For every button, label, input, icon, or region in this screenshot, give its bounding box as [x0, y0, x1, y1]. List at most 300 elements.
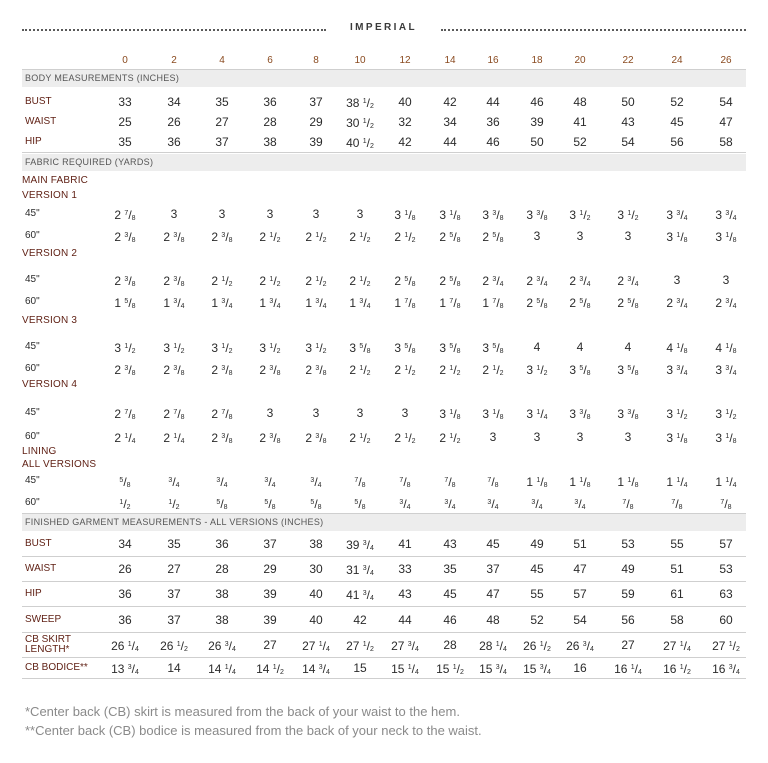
- table-cell: 33: [398, 562, 412, 576]
- table-cell: 3 $^1/_2$: [211, 341, 233, 355]
- table-cell: 2: [171, 55, 177, 66]
- table-cell: 43: [443, 537, 457, 551]
- table-cell: 34: [443, 115, 457, 129]
- table-cell: 3 $^3/_8$: [526, 208, 548, 222]
- band-finished-measurements: [22, 514, 746, 531]
- table-cell: 3: [489, 430, 497, 444]
- section-lining: LINING: [22, 446, 57, 457]
- table-cell: 16: [487, 55, 499, 66]
- table-cell: 4 $^1/_8$: [715, 341, 737, 355]
- table-cell: 36: [118, 613, 132, 627]
- fabric-row: [0, 360, 768, 378]
- table-cell: $^5/_8$: [310, 497, 322, 511]
- table-cell: 2 $^3/_4$: [482, 274, 504, 288]
- table-cell: $^7/_8$: [487, 475, 499, 489]
- table-cell: 2 $^1/_4$: [114, 431, 136, 445]
- row-divider: [22, 556, 746, 557]
- finished-row: [0, 535, 768, 553]
- section-version-2: VERSION 2: [22, 248, 78, 259]
- table-cell: 52: [530, 613, 544, 627]
- table-cell: 36: [486, 115, 500, 129]
- finished-row: [0, 585, 768, 603]
- table-cell: 20: [574, 55, 586, 66]
- table-cell: 2 $^3/_4$: [715, 296, 737, 310]
- table-cell: 26 $^1/_4$: [111, 639, 139, 653]
- table-cell: 14 $^1/_2$: [256, 662, 284, 676]
- table-cell: $^5/_8$: [264, 497, 276, 511]
- row-label: 45": [25, 274, 40, 285]
- fabric-row: [0, 494, 768, 512]
- fabric-row: [0, 404, 768, 422]
- body-row: [0, 113, 768, 131]
- table-cell: 3 $^1/_8$: [439, 208, 461, 222]
- row-label: 60": [25, 363, 40, 374]
- table-cell: 53: [719, 562, 733, 576]
- row-label: 60": [25, 497, 40, 508]
- table-cell: 47: [573, 562, 587, 576]
- table-cell: 37: [309, 95, 323, 109]
- table-cell: 3 $^1/_2$: [163, 341, 185, 355]
- row-label: SWEEP: [25, 614, 62, 625]
- table-cell: 3 $^1/_2$: [526, 363, 548, 377]
- table-cell: 26: [118, 562, 132, 576]
- table-cell: 15 $^3/_4$: [523, 662, 551, 676]
- table-cell: 2 $^1/_2$: [349, 363, 371, 377]
- table-cell: 47: [719, 115, 733, 129]
- row-label: HIP: [25, 136, 42, 147]
- finished-row: [0, 611, 768, 629]
- table-cell: 41: [398, 537, 412, 551]
- table-cell: 27 $^1/_2$: [346, 639, 374, 653]
- table-cell: 37: [263, 537, 277, 551]
- page-title: IMPERIAL: [350, 22, 417, 33]
- table-cell: $^7/_8$: [671, 497, 683, 511]
- table-cell: 48: [573, 95, 587, 109]
- table-cell: 24: [671, 55, 683, 66]
- footnote-cb-bodice: **Center back (CB) bodice is measured from the back of your neck to the waist.: [25, 723, 482, 738]
- table-cell: $^3/_4$: [444, 497, 456, 511]
- table-cell: 37: [486, 562, 500, 576]
- table-cell: 3 $^3/_4$: [666, 208, 688, 222]
- table-cell: 1 $^1/_8$: [617, 475, 639, 489]
- table-cell: 2 $^3/_8$: [163, 230, 185, 244]
- table-cell: 2 $^3/_4$: [617, 274, 639, 288]
- table-cell: 16: [573, 661, 587, 675]
- table-cell: 45: [670, 115, 684, 129]
- table-cell: 15 $^3/_4$: [479, 662, 507, 676]
- table-cell: 27 $^1/_2$: [712, 639, 740, 653]
- row-label: BUST: [25, 538, 52, 549]
- table-cell: 27: [215, 115, 229, 129]
- table-cell: 59: [621, 587, 635, 601]
- table-cell: 58: [670, 613, 684, 627]
- row-label: BUST: [25, 96, 52, 107]
- table-cell: 49: [621, 562, 635, 576]
- table-cell: 2 $^3/_4$: [666, 296, 688, 310]
- table-cell: 3 $^5/_8$: [394, 341, 416, 355]
- table-cell: 3 $^5/_8$: [617, 363, 639, 377]
- table-cell: $^7/_8$: [444, 475, 456, 489]
- table-cell: 61: [670, 587, 684, 601]
- table-cell: 29: [263, 562, 277, 576]
- section-all-versions: ALL VERSIONS: [22, 459, 97, 470]
- table-cell: 38: [263, 135, 277, 149]
- table-cell: 2 $^1/_2$: [259, 230, 281, 244]
- table-cell: 3 $^1/_2$: [114, 341, 136, 355]
- table-cell: 43: [398, 587, 412, 601]
- table-cell: 3: [624, 229, 632, 243]
- table-cell: 25: [118, 115, 132, 129]
- table-cell: 4: [576, 340, 584, 354]
- table-cell: 42: [398, 135, 412, 149]
- footnote-cb-skirt: *Center back (CB) skirt is measured from the back of your waist to the hem.: [25, 704, 460, 719]
- table-cell: 1 $^3/_4$: [163, 296, 185, 310]
- row-label: WAIST: [25, 563, 57, 574]
- band-label: FINISHED GARMENT MEASUREMENTS - ALL VERSIONS (INCHES): [25, 517, 324, 527]
- table-cell: 27 $^1/_4$: [302, 639, 330, 653]
- table-cell: 53: [621, 537, 635, 551]
- table-cell: 42: [443, 95, 457, 109]
- fabric-row: [0, 205, 768, 223]
- table-cell: 3: [533, 430, 541, 444]
- body-row: [0, 133, 768, 151]
- table-cell: 35: [167, 537, 181, 551]
- table-cell: 55: [670, 537, 684, 551]
- table-cell: $^5/_8$: [354, 497, 366, 511]
- table-cell: 56: [621, 613, 635, 627]
- table-cell: 28: [443, 638, 457, 652]
- row-label: 60": [25, 230, 40, 241]
- table-cell: 46: [486, 135, 500, 149]
- table-cell: 3: [624, 430, 632, 444]
- table-cell: 36: [118, 587, 132, 601]
- table-cell: 54: [621, 135, 635, 149]
- table-cell: 60: [719, 613, 733, 627]
- table-cell: 26: [167, 115, 181, 129]
- table-cell: 3: [576, 430, 584, 444]
- table-cell: 63: [719, 587, 733, 601]
- table-cell: 42: [353, 613, 367, 627]
- table-cell: 36: [215, 537, 229, 551]
- section-version-3: VERSION 3: [22, 315, 78, 326]
- row-label: WAIST: [25, 116, 57, 127]
- table-cell: 3 $^3/_4$: [715, 208, 737, 222]
- row-label: 60": [25, 296, 40, 307]
- table-cell: 40: [309, 613, 323, 627]
- table-cell: 32: [398, 115, 412, 129]
- table-cell: 3: [356, 207, 364, 221]
- table-cell: 3 $^1/_2$: [569, 208, 591, 222]
- table-cell: 2 $^1/_2$: [305, 230, 327, 244]
- table-cell: 4: [219, 55, 225, 66]
- table-cell: 2 $^7/_8$: [114, 208, 136, 222]
- table-cell: 3: [533, 229, 541, 243]
- row-label: 45": [25, 407, 40, 418]
- table-cell: 1 $^1/_8$: [569, 475, 591, 489]
- table-cell: 27: [263, 638, 277, 652]
- table-cell: 3: [312, 406, 320, 420]
- table-cell: 52: [573, 135, 587, 149]
- table-cell: 45: [530, 562, 544, 576]
- band-label: BODY MEASUREMENTS (INCHES): [25, 73, 180, 83]
- table-cell: 2 $^1/_2$: [482, 363, 504, 377]
- finished-row: [0, 659, 768, 677]
- table-cell: 3 $^1/_8$: [666, 230, 688, 244]
- table-cell: 26 $^1/_2$: [523, 639, 551, 653]
- row-divider: [22, 657, 746, 658]
- table-cell: 45: [486, 537, 500, 551]
- table-cell: 2 $^5/_8$: [394, 274, 416, 288]
- table-cell: 10: [354, 55, 366, 66]
- table-cell: 1 $^1/_4$: [715, 475, 737, 489]
- table-cell: 3 $^5/_8$: [569, 363, 591, 377]
- table-cell: $^7/_8$: [720, 497, 732, 511]
- table-cell: 35: [215, 95, 229, 109]
- table-cell: 39: [263, 613, 277, 627]
- table-cell: 2 $^1/_2$: [394, 363, 416, 377]
- table-cell: 27: [167, 562, 181, 576]
- table-cell: 2 $^7/_8$: [163, 407, 185, 421]
- table-cell: 51: [573, 537, 587, 551]
- table-cell: 3 $^1/_8$: [394, 208, 416, 222]
- table-cell: 38: [215, 587, 229, 601]
- table-cell: 46: [530, 95, 544, 109]
- table-cell: 51: [670, 562, 684, 576]
- table-cell: 4: [533, 340, 541, 354]
- table-cell: 3 $^1/_8$: [715, 431, 737, 445]
- table-cell: 3 $^3/_8$: [569, 407, 591, 421]
- table-cell: 44: [486, 95, 500, 109]
- table-cell: $^3/_4$: [310, 475, 322, 489]
- table-cell: 28: [263, 115, 277, 129]
- row-label: 60": [25, 431, 40, 442]
- table-cell: 3: [218, 207, 226, 221]
- table-cell: 3 $^1/_8$: [482, 407, 504, 421]
- row-divider: [22, 606, 746, 607]
- table-cell: 2 $^7/_8$: [211, 407, 233, 421]
- fabric-row: [0, 338, 768, 356]
- table-cell: 0: [122, 55, 128, 66]
- table-cell: 1 $^3/_4$: [259, 296, 281, 310]
- table-cell: 1 $^1/_4$: [666, 475, 688, 489]
- table-cell: 2 $^5/_8$: [482, 230, 504, 244]
- table-cell: $^1/_2$: [119, 497, 131, 511]
- table-cell: 57: [719, 537, 733, 551]
- table-cell: 43: [621, 115, 635, 129]
- table-cell: 2 $^1/_4$: [163, 431, 185, 445]
- table-cell: 12: [399, 55, 411, 66]
- table-cell: 26 $^3/_4$: [566, 639, 594, 653]
- table-cell: 50: [621, 95, 635, 109]
- table-cell: 48: [486, 613, 500, 627]
- row-divider: [22, 152, 746, 153]
- table-cell: 27 $^1/_4$: [663, 639, 691, 653]
- table-cell: 2 $^1/_2$: [349, 431, 371, 445]
- fabric-row: [0, 428, 768, 446]
- table-cell: 16 $^3/_4$: [712, 662, 740, 676]
- table-cell: 4 $^1/_8$: [666, 341, 688, 355]
- table-cell: 14 $^3/_4$: [302, 662, 330, 676]
- table-cell: $^3/_4$: [531, 497, 543, 511]
- table-cell: 3 $^3/_8$: [617, 407, 639, 421]
- table-cell: 3 $^3/_4$: [715, 363, 737, 377]
- table-cell: 3 $^5/_8$: [349, 341, 371, 355]
- section-version-1: VERSION 1: [22, 190, 78, 201]
- table-cell: $^5/_8$: [119, 475, 131, 489]
- table-cell: $^3/_4$: [399, 497, 411, 511]
- table-cell: 46: [443, 613, 457, 627]
- table-cell: $^3/_4$: [216, 475, 228, 489]
- table-cell: 2 $^3/_4$: [569, 274, 591, 288]
- table-cell: 27 $^3/_4$: [391, 639, 419, 653]
- table-cell: 40: [398, 95, 412, 109]
- table-cell: 34: [167, 95, 181, 109]
- table-cell: 2 $^3/_8$: [163, 363, 185, 377]
- table-cell: 26 $^1/_2$: [160, 639, 188, 653]
- table-cell: 50: [530, 135, 544, 149]
- table-cell: 54: [573, 613, 587, 627]
- table-cell: 35: [118, 135, 132, 149]
- table-cell: 16 $^1/_4$: [614, 662, 642, 676]
- row-divider: [22, 678, 746, 679]
- table-cell: 40: [309, 587, 323, 601]
- table-cell: 41 $^3/_4$: [346, 588, 374, 602]
- table-cell: 26: [720, 55, 732, 66]
- table-cell: 2 $^5/_8$: [569, 296, 591, 310]
- table-cell: 2 $^1/_2$: [439, 363, 461, 377]
- table-cell: 22: [622, 55, 634, 66]
- row-label: CB SKIRT LENGTH*: [25, 634, 71, 655]
- table-cell: 54: [719, 95, 733, 109]
- table-cell: 2 $^3/_8$: [114, 230, 136, 244]
- table-cell: 38: [309, 537, 323, 551]
- table-cell: 3 $^1/_2$: [666, 407, 688, 421]
- body-row: [0, 93, 768, 111]
- table-cell: 1 $^1/_8$: [526, 475, 548, 489]
- row-label: 45": [25, 208, 40, 219]
- table-cell: 3: [576, 229, 584, 243]
- table-cell: 2 $^5/_8$: [439, 274, 461, 288]
- table-cell: 2 $^3/_8$: [305, 431, 327, 445]
- table-cell: 39: [309, 135, 323, 149]
- table-cell: 58: [719, 135, 733, 149]
- table-cell: 3 $^5/_8$: [482, 341, 504, 355]
- table-cell: 44: [398, 613, 412, 627]
- table-cell: 38: [215, 613, 229, 627]
- row-label: HIP: [25, 588, 42, 599]
- section-main-fabric: MAIN FABRIC: [22, 175, 89, 186]
- table-cell: 44: [443, 135, 457, 149]
- table-cell: 49: [530, 537, 544, 551]
- table-cell: 38 $^1/_2$: [346, 96, 374, 110]
- table-cell: 2 $^1/_2$: [394, 230, 416, 244]
- table-cell: 3 $^1/_2$: [305, 341, 327, 355]
- table-cell: $^3/_4$: [168, 475, 180, 489]
- band-body-measurements: [22, 70, 746, 87]
- table-cell: 2 $^3/_8$: [259, 431, 281, 445]
- table-cell: 30: [309, 562, 323, 576]
- table-cell: 2 $^5/_8$: [439, 230, 461, 244]
- table-cell: 3 $^1/_8$: [715, 230, 737, 244]
- table-cell: 37: [167, 587, 181, 601]
- row-label: 45": [25, 475, 40, 486]
- table-cell: 28 $^1/_4$: [479, 639, 507, 653]
- size-header-row: [0, 52, 768, 70]
- table-cell: 45: [443, 587, 457, 601]
- table-cell: 3 $^1/_8$: [666, 431, 688, 445]
- table-cell: $^3/_4$: [264, 475, 276, 489]
- table-cell: 2 $^5/_8$: [526, 296, 548, 310]
- table-cell: 1 $^7/_8$: [482, 296, 504, 310]
- table-cell: 3 $^1/_2$: [617, 208, 639, 222]
- row-divider: [22, 581, 746, 582]
- table-cell: 2 $^3/_8$: [211, 363, 233, 377]
- row-label: 45": [25, 341, 40, 352]
- table-cell: 28: [215, 562, 229, 576]
- fabric-row: [0, 293, 768, 311]
- table-cell: 3: [266, 207, 274, 221]
- table-cell: 2 $^1/_2$: [259, 274, 281, 288]
- table-cell: 55: [530, 587, 544, 601]
- table-cell: 3: [170, 207, 178, 221]
- table-cell: 39: [530, 115, 544, 129]
- table-cell: 2 $^3/_8$: [114, 274, 136, 288]
- table-cell: 3: [266, 406, 274, 420]
- table-cell: 15: [353, 661, 367, 675]
- table-cell: 2 $^1/_2$: [349, 274, 371, 288]
- table-cell: 1 $^7/_8$: [394, 296, 416, 310]
- table-cell: 34: [118, 537, 132, 551]
- table-cell: 39 $^3/_4$: [346, 538, 374, 552]
- table-cell: 2 $^1/_2$: [211, 274, 233, 288]
- table-cell: 2 $^1/_2$: [305, 274, 327, 288]
- table-cell: 14: [167, 661, 181, 675]
- table-cell: 36: [263, 95, 277, 109]
- table-cell: 52: [670, 95, 684, 109]
- table-cell: 3 $^3/_4$: [666, 363, 688, 377]
- table-cell: 40 $^1/_2$: [346, 136, 374, 150]
- table-cell: 1 $^3/_4$: [349, 296, 371, 310]
- table-cell: 14 $^1/_4$: [208, 662, 236, 676]
- table-cell: 18: [531, 55, 543, 66]
- table-cell: 15 $^1/_2$: [436, 662, 464, 676]
- table-cell: 26 $^3/_4$: [208, 639, 236, 653]
- table-cell: 30 $^1/_2$: [346, 116, 374, 130]
- row-label: CB BODICE**: [25, 662, 88, 673]
- table-cell: 57: [573, 587, 587, 601]
- table-cell: 3: [356, 406, 364, 420]
- table-cell: 3: [401, 406, 409, 420]
- band-label: FABRIC REQUIRED (YARDS): [25, 157, 154, 167]
- table-cell: 27: [621, 638, 635, 652]
- band-fabric-required: [22, 154, 746, 171]
- table-cell: 1 $^5/_8$: [114, 296, 136, 310]
- table-cell: $^3/_4$: [487, 497, 499, 511]
- table-cell: 3 $^1/_2$: [715, 407, 737, 421]
- table-cell: 1 $^3/_4$: [305, 296, 327, 310]
- table-cell: 13 $^3/_4$: [111, 662, 139, 676]
- table-cell: 2 $^3/_8$: [163, 274, 185, 288]
- table-cell: 3 $^1/_4$: [526, 407, 548, 421]
- table-cell: 2 $^3/_8$: [259, 363, 281, 377]
- table-cell: 36: [167, 135, 181, 149]
- table-cell: 37: [215, 135, 229, 149]
- table-cell: 2 $^3/_4$: [526, 274, 548, 288]
- table-cell: $^7/_8$: [399, 475, 411, 489]
- table-cell: 2 $^1/_2$: [394, 431, 416, 445]
- section-version-4: VERSION 4: [22, 379, 78, 390]
- table-cell: 35: [443, 562, 457, 576]
